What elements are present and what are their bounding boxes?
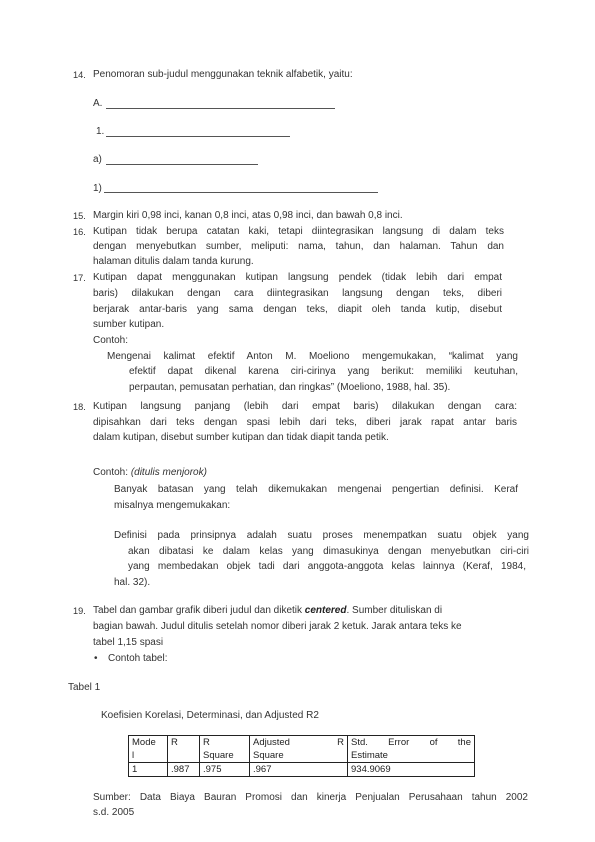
table-cell: 1 [129,763,168,777]
header-text: the [457,737,471,748]
item-18-quote-line: akan dibatasi ke dalam kelas yang dimasukinya dengan menyebutkan ciri-ciri [128,546,529,557]
level-label-1: 1. [96,126,105,137]
item-16-line: Kutipan tidak berupa catatan kaki, tetapi diintegrasikan langsung di dalam teks [93,226,504,237]
item-18-example-note: (ditulis menjorok) [130,467,207,478]
item-18-intro-line: misalnya mengemukakan: [114,500,231,511]
blank-line-1-paren [104,192,378,193]
table-source-line: s.d. 2005 [93,807,135,818]
item-18-line: Kutipan langsung panjang (lebih dari empat baris) dilakukan dengan cara: [93,401,517,412]
item-17-quote-line: Mengenai kalimat efektif Anton M. Moeliono mengemukakan, “kalimat yang [107,351,518,362]
header-text: Std. [351,737,368,748]
header-text: R [203,737,210,748]
item-17-line: sumber kutipan. [93,319,165,330]
table-header-row [129,736,475,763]
item-19-emphasis: centered [304,605,347,616]
item-16-number: 16. [73,227,86,237]
header-text: Adjusted [253,737,290,748]
blank-line-a-lower [106,164,258,165]
item-19-line-3: tabel 1,15 spasi [93,637,164,648]
table-cell: .967 [250,763,348,777]
blank-line-1 [106,136,290,137]
header-cell-r [168,736,200,763]
table-cell: .975 [200,763,250,777]
header-cell-r-square [200,736,250,763]
item-17-example-label: Contoh: [93,335,129,346]
item-18-number: 18. [73,402,86,412]
table-title: Koefisien Korelasi, Determinasi, dan Adjusted R2 [101,710,319,721]
item-19-bullet-text: Contoh tabel: [108,653,168,664]
header-text: R [171,737,178,748]
item-17-quote-line: efektif dapat dikenal karena ciri-cirinya yang berikut: memiliki keutuhan, [129,366,518,377]
item-19-line-1-pre: Tabel dan gambar grafik diberi judul dan diketik [93,605,305,616]
item-15-text: Margin kiri 0,98 inci, kanan 0,8 inci, atas 0,98 inci, dan bawah 0,8 inci. [93,210,403,221]
item-19-line-2: bagian bawah. Judul ditulis setelah nomor diberi jarak 2 ketuk. Jarak antara teks ke [93,621,462,632]
header-cell-adjusted-r-square [250,736,348,763]
item-18-line: dalam kutipan, disebut sumber kutipan dan tidak diapit tanda petik. [93,432,389,443]
item-18-line: dipisahkan dari teks dengan spasi lebih dari teks, diberi jarak rapat antar baris [93,417,517,428]
item-14-text: Penomoran sub-judul menggunakan teknik alfabetik, yaitu: [93,69,353,80]
header-text: Estimate [351,750,388,761]
item-16-line: dengan menyebutkan sumber, meliputi: nama, tahun, dan halaman. Tahun dan [93,241,504,252]
item-18-quote-line: yang membedakan objek tadi dari anggota-anggota kelas lainnya (Keraf, 1984, [128,561,526,572]
level-label-a-lower: a) [93,154,102,165]
blank-line-a-upper [106,108,335,109]
item-17-line: baris) dilakukan dengan cara diintegrasikan langsung dengan teks, diberi [93,288,502,299]
header-text-row [253,736,344,749]
item-17-line: berjarak antar-baris yang sama dengan teks, diapit oleh tanda kutip, disebut [93,304,502,315]
header-text: Mode [132,737,156,748]
item-17-quote-line: perpautan, pemusatan perhatian, dan ringkas” (Moeliono, 1988, hal. 35). [129,382,451,393]
item-18-example [93,465,207,480]
item-18-example-label: Contoh: [93,467,131,478]
table-cell: .987 [168,763,200,777]
header-text: Error [388,737,410,748]
header-text: Square [253,750,284,761]
header-text: l [132,750,135,761]
table-source-line: Sumber: Data Biaya Bauran Promosi dan kinerja Penjualan Perusahaan tahun 2002 [93,792,528,803]
level-label-1-paren: 1) [93,183,102,194]
item-19-line-1 [93,603,442,618]
table-label: Tabel 1 [68,682,101,693]
item-16-line: halaman ditulis dalam tanda kurung. [93,256,254,267]
data-table [128,735,475,777]
header-text-row [351,736,471,749]
header-cell-std-error [348,736,475,763]
item-14-number: 14. [73,70,86,80]
header-cell-model [129,736,168,763]
header-text: Square [203,750,234,761]
header-text: of [429,737,438,748]
item-18-quote-line: Definisi pada prinsipnya adalah suatu proses menempatkan suatu objek yang [114,530,529,541]
bullet-icon: • [94,653,98,664]
item-19-number: 19. [73,606,86,616]
item-17-number: 17. [73,273,86,283]
item-17-line: Kutipan dapat menggunakan kutipan langsung pendek (tidak lebih dari empat [93,272,502,283]
header-text: R [337,737,344,748]
level-label-a-upper: A. [93,98,103,109]
item-19-line-1-post: . Sumber dituliskan di [346,605,443,616]
item-15-number: 15. [73,211,86,221]
table-cell: 934.9069 [348,763,475,777]
item-18-intro-line: Banyak batasan yang telah dikemukakan mengenai pengertian definisi. Keraf [114,484,518,495]
item-18-quote-line: hal. 32). [114,577,151,588]
table-row [129,763,475,777]
